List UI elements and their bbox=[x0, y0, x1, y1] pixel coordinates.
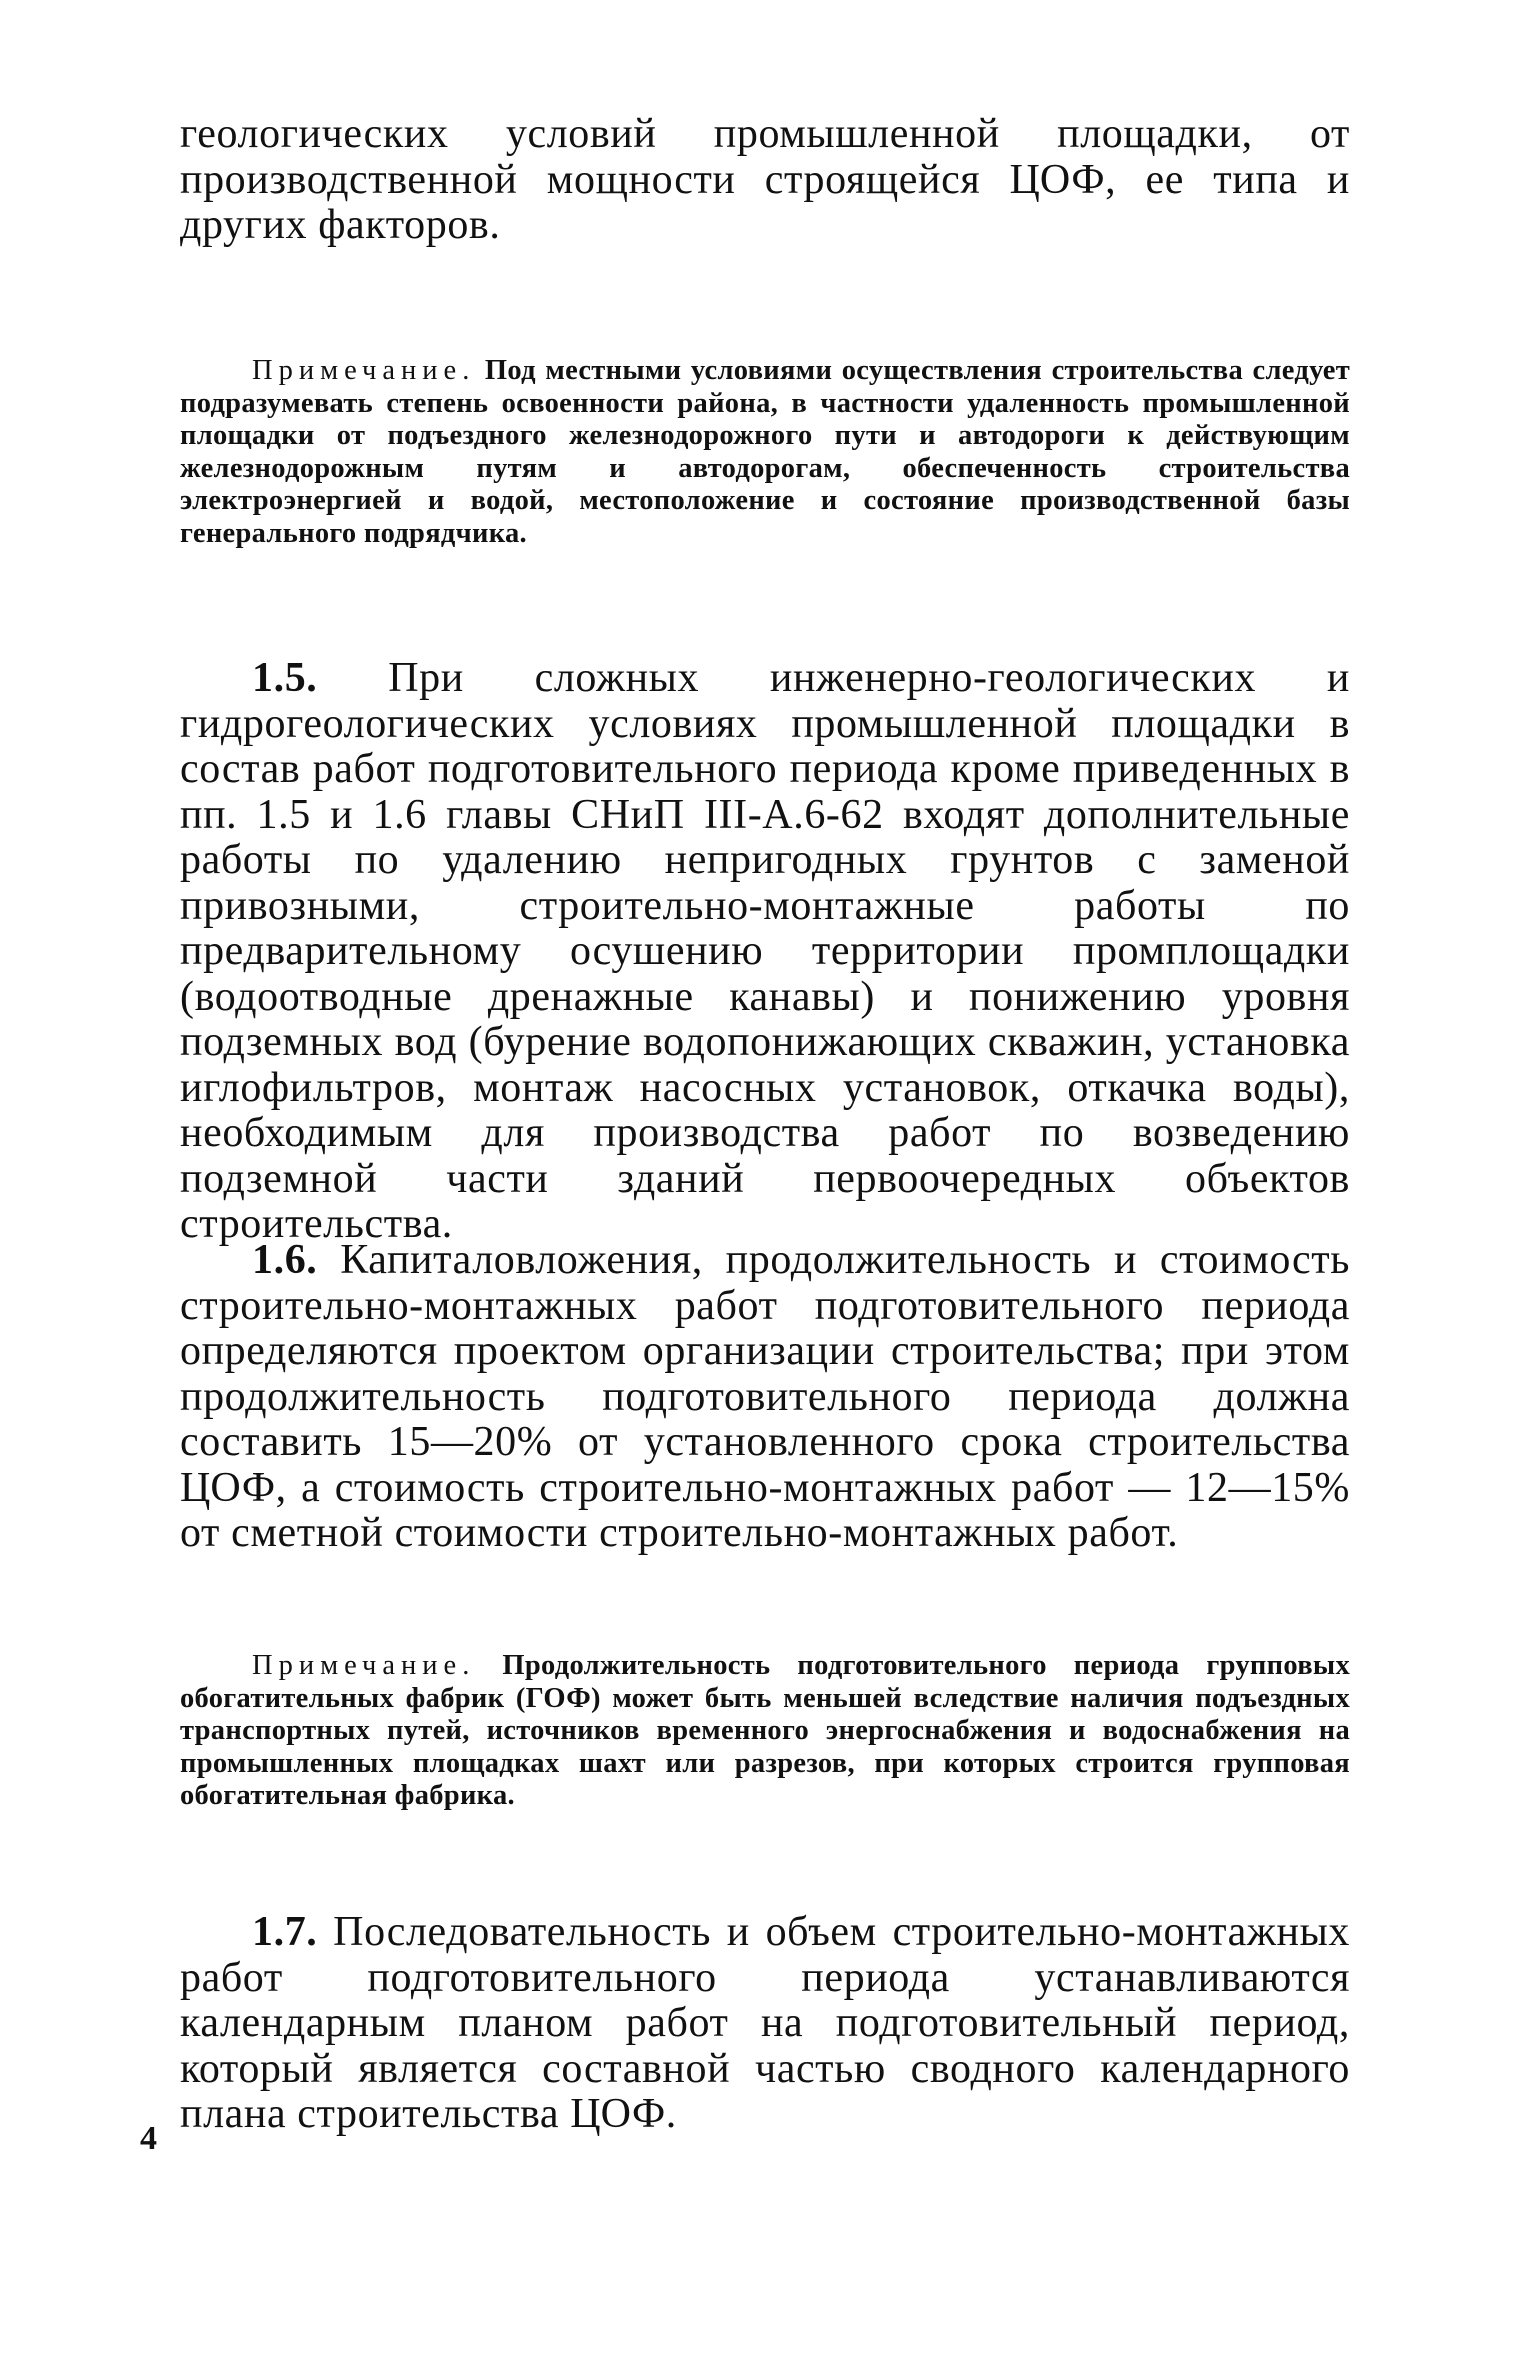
section-number-1-7: 1.7. bbox=[252, 1909, 318, 1955]
section-number-1-6: 1.6. bbox=[252, 1237, 318, 1283]
section-text-1-6: Капиталовложения, продолжительность и стоимость строительно-монтажных работ подготовительного периода определяются проектом организации строительства; при этом продолжительность подготовительного периода должна составить 15—20% от установленного срока строительства ЦОФ, а стоимость строительно-монтажных работ — 12—15% от сметной стоимости строительно-монтажных работ. bbox=[180, 1237, 1350, 1556]
note-text-1: Под местными условиями осуществления строительства следует подразумевать степень освоенности района, в частности удаленность промышленной площадки от подъездного железнодорожного пути и автодороги к действующим железнодорожным путям и автодорогам, обеспеченность строительства электроэнергией и водой, местоположение и состояние производственной базы генерального подрядчика. bbox=[180, 355, 1350, 549]
page-number: 4 bbox=[140, 2120, 157, 2157]
section-text-1-5: При сложных инженерно-геологических и гидрогеологических условиях промышленной площадки в состав работ подготовительного периода кроме приведенных в пп. 1.5 и 1.6 главы СНиП III-А.6-62 входят дополнительные работы по удалению непригодных грунтов с заменой привозными, строительно-монтажные работы по предварительному осушению территории промплощадки (водоотводные дренажные канавы) и понижению уровня подземных вод (бурение водопонижающих скважин, установка иглофильтров, монтаж насосных установок, откачка воды), необходимым для производства работ по возведению подземной части зданий первоочередных объектов строительства. bbox=[180, 655, 1350, 1247]
note-paragraph-2 bbox=[180, 1650, 1350, 1813]
continuation-paragraph: геологических условий промышленной площадки, от производственной мощности строящейся ЦОФ, ее типа и других факторов. bbox=[180, 111, 1350, 248]
section-1-5-paragraph bbox=[180, 656, 1350, 1248]
note-text-2: Продолжительность подготовительного периода групповых обогатительных фабрик (ГОФ) может быть меньшей вследствие наличия подъездных транспортных путей, источников временного энергоснабжения и водоснабжения на промышленных площадках шахт или разрезов, при которых строится групповая обогатительная фабрика. bbox=[180, 1650, 1350, 1811]
section-text-1-7: Последовательность и объем строительно-монтажных работ подготовительного периода устанавливаются календарным планом работ на подготовительный период, который является составной частью сводного календарного плана строительства ЦОФ. bbox=[180, 1909, 1350, 2137]
section-1-6-paragraph bbox=[180, 1238, 1350, 1557]
note-label-1: Примечание. bbox=[252, 355, 476, 386]
note-paragraph-1 bbox=[180, 355, 1350, 550]
section-number-1-5: 1.5. bbox=[252, 655, 318, 701]
section-1-7-paragraph bbox=[180, 1910, 1350, 2138]
note-label-2: Примечание. bbox=[252, 1650, 476, 1681]
